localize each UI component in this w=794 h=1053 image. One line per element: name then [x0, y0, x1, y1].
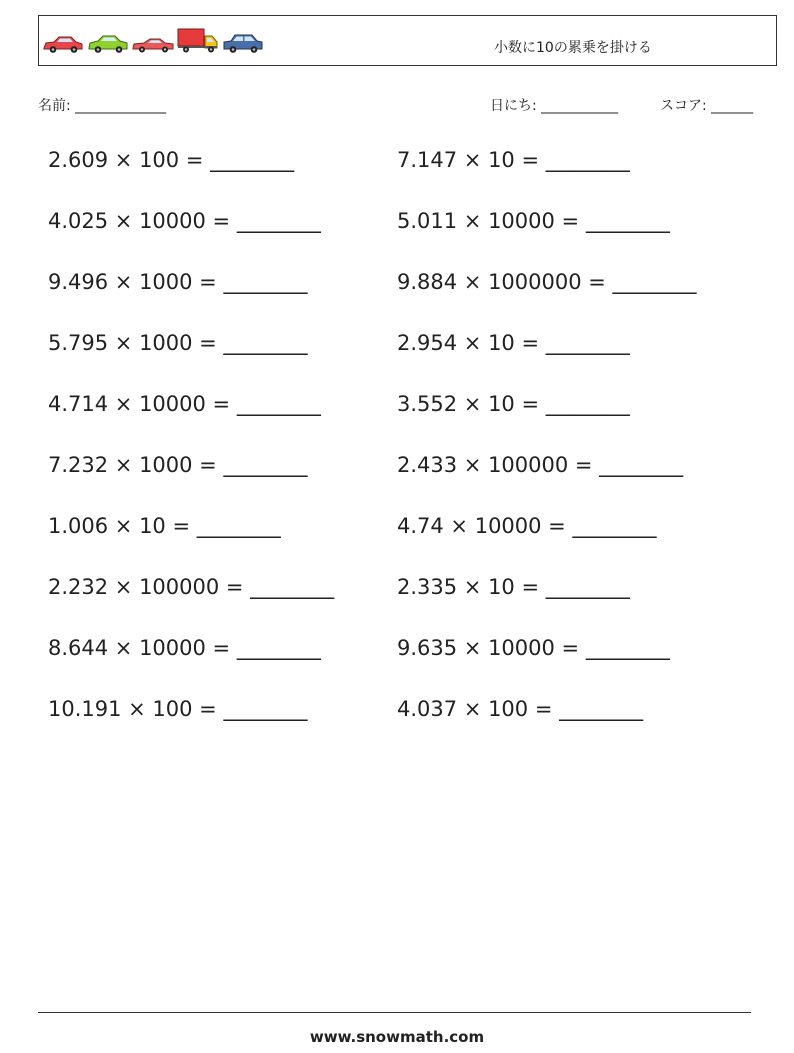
problem-left-2: 4.025 × 10000 = ________ [48, 209, 321, 233]
date-field: 日にち: ___________ [490, 98, 619, 114]
problem-right-2: 5.011 × 10000 = ________ [397, 209, 670, 233]
red-car-icon [42, 34, 84, 54]
problem-left-4: 5.795 × 1000 = ________ [48, 331, 308, 355]
problem-right-7: 4.74 × 10000 = ________ [397, 514, 657, 538]
problem-right-9: 9.635 × 10000 = ________ [397, 636, 670, 660]
header-box [38, 15, 777, 66]
problem-right-5: 3.552 × 10 = ________ [397, 392, 630, 416]
problem-right-6: 2.433 × 100000 = ________ [397, 453, 684, 477]
problem-right-1: 7.147 × 10 = ________ [397, 148, 630, 172]
truck-icon [177, 28, 219, 54]
score-field: スコア: ______ [660, 98, 754, 114]
worksheet-title: 小数に10の累乗を掛ける [494, 40, 652, 56]
problem-left-1: 2.609 × 100 = ________ [48, 148, 295, 172]
red-sedan-icon [132, 34, 174, 54]
footer-url[interactable]: www.snowmath.com [309, 1028, 485, 1046]
problem-left-8: 2.232 × 100000 = ________ [48, 575, 335, 599]
blue-car-icon [222, 32, 264, 54]
problem-left-10: 10.191 × 100 = ________ [48, 697, 308, 721]
footer-divider [38, 1012, 751, 1013]
green-car-icon [87, 34, 129, 54]
problem-right-8: 2.335 × 10 = ________ [397, 575, 630, 599]
problem-left-3: 9.496 × 1000 = ________ [48, 270, 308, 294]
problem-right-10: 4.037 × 100 = ________ [397, 697, 644, 721]
problem-right-4: 2.954 × 10 = ________ [397, 331, 630, 355]
problem-left-6: 7.232 × 1000 = ________ [48, 453, 308, 477]
problem-left-7: 1.006 × 10 = ________ [48, 514, 281, 538]
problem-right-3: 9.884 × 1000000 = ________ [397, 270, 697, 294]
problem-left-5: 4.714 × 10000 = ________ [48, 392, 321, 416]
name-field: 名前: _____________ [38, 98, 167, 114]
vehicle-row [42, 28, 264, 54]
problem-left-9: 8.644 × 10000 = ________ [48, 636, 321, 660]
